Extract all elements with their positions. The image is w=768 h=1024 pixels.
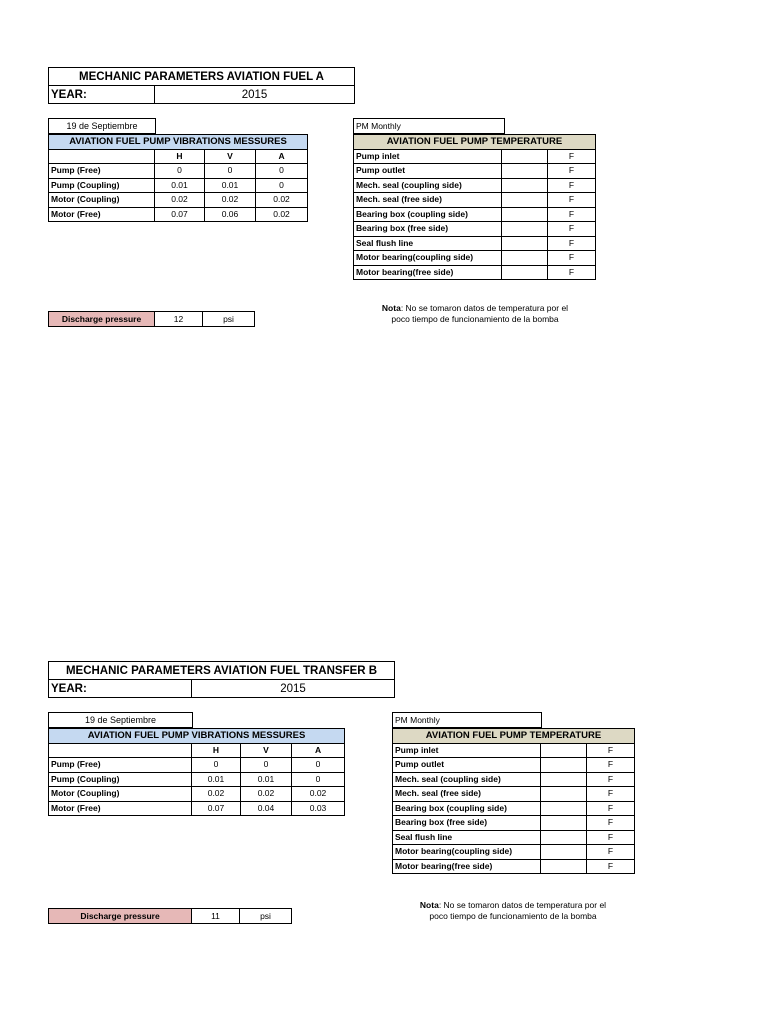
col-v: V — [241, 743, 292, 758]
v-value: 0.01 — [241, 772, 292, 787]
a-value: 0.02 — [256, 207, 308, 222]
title-table — [48, 661, 395, 698]
h-value: 0.07 — [192, 801, 241, 816]
table-row — [393, 758, 635, 773]
row-label: Pump inlet — [354, 149, 502, 164]
unit: F — [587, 772, 635, 787]
table-row — [49, 758, 345, 773]
vibration-header: AVIATION FUEL PUMP VIBRATIONS MESSURES — [49, 135, 308, 150]
row-label: Pump outlet — [354, 164, 502, 179]
year-value: 2015 — [155, 86, 355, 104]
a-value: 0 — [292, 772, 345, 787]
row-label: Motor bearing(coupling side) — [354, 251, 502, 266]
pressure-table — [48, 908, 292, 924]
vibration-header: AVIATION FUEL PUMP VIBRATIONS MESSURES — [49, 729, 345, 744]
pressure-label: Discharge pressure — [49, 909, 192, 924]
unit: F — [548, 193, 596, 208]
note-bold: Nota — [419, 900, 439, 910]
table-row — [393, 801, 635, 816]
year-value: 2015 — [192, 680, 395, 698]
col-a: A — [292, 743, 345, 758]
table-row — [49, 787, 345, 802]
h-value: 0.01 — [192, 772, 241, 787]
unit: F — [587, 816, 635, 831]
pressure-unit: psi — [240, 909, 292, 924]
date-cell: 19 de Septiembre — [48, 712, 193, 728]
row-label: Mech. seal (coupling side) — [354, 178, 502, 193]
row-label: Motor bearing(coupling side) — [393, 845, 541, 860]
unit: F — [548, 207, 596, 222]
vibration-table — [48, 728, 345, 816]
unit: F — [587, 845, 635, 860]
row-label: Pump outlet — [393, 758, 541, 773]
row-label: Bearing box (free side) — [354, 222, 502, 237]
note-text — [388, 900, 638, 922]
table-row — [393, 772, 635, 787]
unit: F — [587, 743, 635, 758]
unit: F — [548, 178, 596, 193]
col-a: A — [256, 149, 308, 164]
unit: F — [548, 236, 596, 251]
table-row — [393, 845, 635, 860]
unit: F — [587, 801, 635, 816]
pressure-label: Discharge pressure — [49, 312, 155, 327]
row-label: Motor (Free) — [49, 207, 155, 222]
a-value: 0 — [292, 758, 345, 773]
v-value: 0.02 — [241, 787, 292, 802]
row-label: Bearing box (free side) — [393, 816, 541, 831]
temp-value — [541, 845, 587, 860]
table-row — [393, 787, 635, 802]
col-h: H — [155, 149, 205, 164]
v-value: 0 — [241, 758, 292, 773]
note-bold: Nota — [381, 303, 401, 313]
table-row — [49, 801, 345, 816]
h-value: 0 — [192, 758, 241, 773]
temp-value — [541, 787, 587, 802]
temp-value — [541, 859, 587, 874]
row-label: Mech. seal (coupling side) — [393, 772, 541, 787]
year-label: YEAR: — [49, 86, 155, 104]
a-value: 0.02 — [256, 193, 308, 208]
row-label: Motor bearing(free side) — [354, 265, 502, 280]
v-value: 0 — [205, 164, 256, 179]
sheet-title: MECHANIC PARAMETERS AVIATION FUEL A — [49, 68, 355, 86]
row-label: Seal flush line — [393, 830, 541, 845]
h-value: 0.02 — [192, 787, 241, 802]
pressure-value: 12 — [155, 312, 203, 327]
row-label: Motor (Coupling) — [49, 193, 155, 208]
temp-value — [541, 758, 587, 773]
row-label: Mech. seal (free side) — [354, 193, 502, 208]
pm-label: PM Monthly — [392, 712, 542, 728]
unit: F — [587, 787, 635, 802]
temperature-header: AVIATION FUEL PUMP TEMPERATURE — [393, 729, 635, 744]
v-value: 0.06 — [205, 207, 256, 222]
col-h: H — [192, 743, 241, 758]
h-value: 0.07 — [155, 207, 205, 222]
h-value: 0 — [155, 164, 205, 179]
row-label: Pump (Free) — [49, 164, 155, 179]
unit: F — [548, 265, 596, 280]
a-value: 0.03 — [292, 801, 345, 816]
unit: F — [548, 222, 596, 237]
unit: F — [587, 758, 635, 773]
note-line2: poco tiempo de funcionamiento de la bomba — [391, 314, 559, 324]
pressure-value: 11 — [192, 909, 240, 924]
row-label: Bearing box (coupling side) — [354, 207, 502, 222]
temp-value — [541, 801, 587, 816]
table-row — [393, 743, 635, 758]
sheet-title: MECHANIC PARAMETERS AVIATION FUEL TRANSFER B — [49, 662, 395, 680]
a-value: 0.02 — [292, 787, 345, 802]
pressure-unit: psi — [203, 312, 255, 327]
col-v: V — [205, 149, 256, 164]
date-cell: 19 de Septiembre — [48, 118, 156, 134]
pm-label: PM Monthly — [353, 118, 505, 134]
a-value: 0 — [256, 178, 308, 193]
v-value: 0.02 — [205, 193, 256, 208]
row-label: Bearing box (coupling side) — [393, 801, 541, 816]
v-value: 0.01 — [205, 178, 256, 193]
table-row — [393, 816, 635, 831]
row-label: Motor bearing(free side) — [393, 859, 541, 874]
table-row — [393, 859, 635, 874]
unit: F — [587, 830, 635, 845]
h-value: 0.01 — [155, 178, 205, 193]
unit: F — [548, 251, 596, 266]
row-label: Motor (Coupling) — [49, 787, 192, 802]
row-label: Mech. seal (free side) — [393, 787, 541, 802]
row-label: Pump (Coupling) — [49, 772, 192, 787]
row-label: Pump (Coupling) — [49, 178, 155, 193]
row-label: Pump (Free) — [49, 758, 192, 773]
v-value: 0.04 — [241, 801, 292, 816]
temp-value — [541, 830, 587, 845]
temp-value — [541, 743, 587, 758]
note-line2: poco tiempo de funcionamiento de la bomba — [429, 911, 597, 921]
row-label: Seal flush line — [354, 236, 502, 251]
temperature-table — [392, 728, 635, 874]
temp-value — [541, 772, 587, 787]
h-value: 0.02 — [155, 193, 205, 208]
unit: F — [548, 164, 596, 179]
temperature-header: AVIATION FUEL PUMP TEMPERATURE — [354, 135, 596, 150]
blank-cell — [49, 743, 192, 758]
table-row — [393, 830, 635, 845]
unit: F — [587, 859, 635, 874]
note-line1: : No se tomaron datos de temperatura por el — [438, 900, 607, 910]
unit: F — [548, 149, 596, 164]
a-value: 0 — [256, 164, 308, 179]
table-row — [49, 772, 345, 787]
row-label: Motor (Free) — [49, 801, 192, 816]
note-line1: : No se tomaron datos de temperatura por el — [400, 303, 569, 313]
year-label: YEAR: — [49, 680, 192, 698]
row-label: Pump inlet — [393, 743, 541, 758]
temp-value — [541, 816, 587, 831]
